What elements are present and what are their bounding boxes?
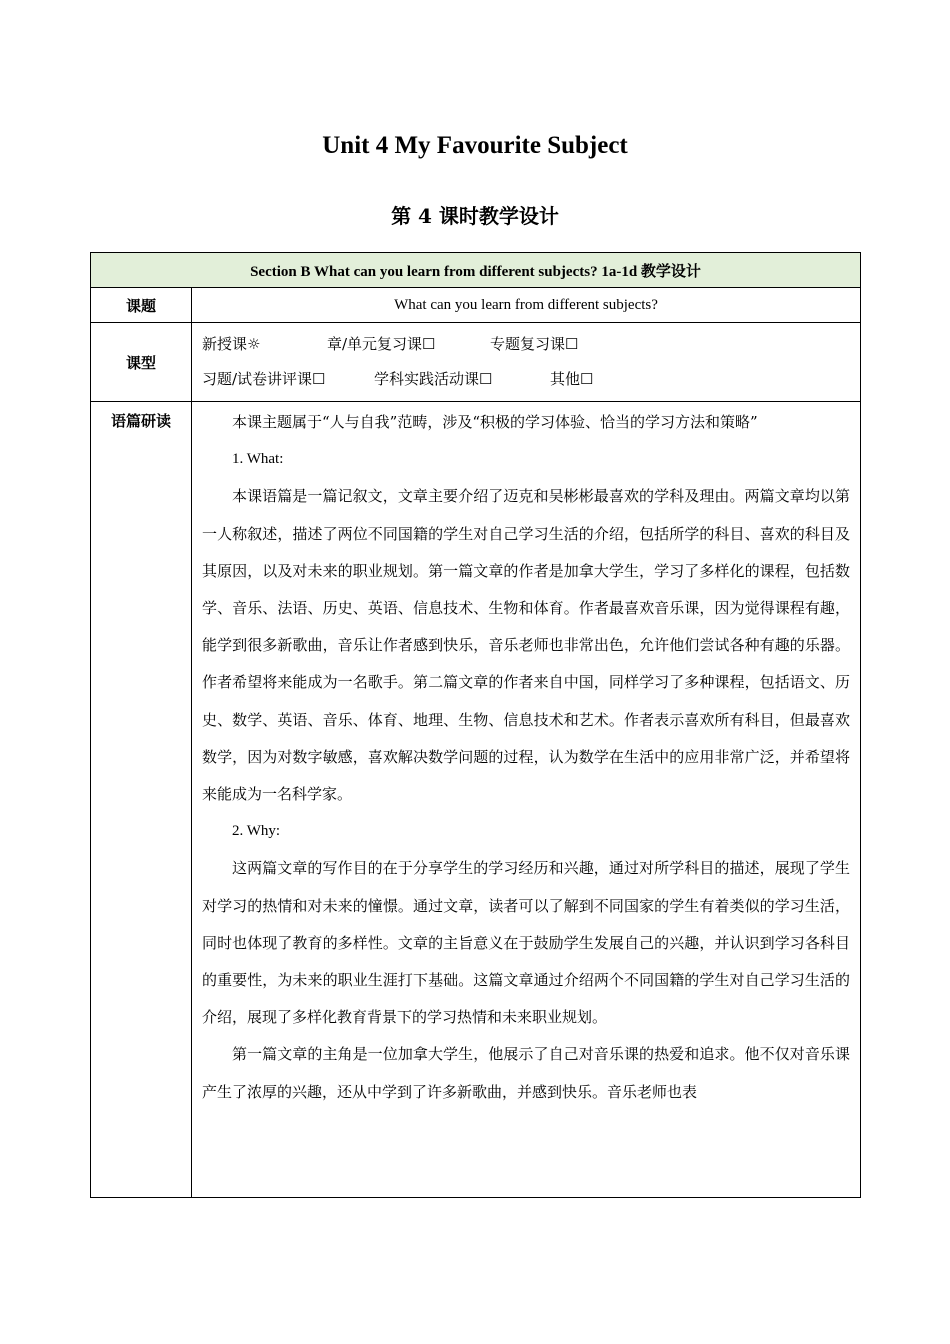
type-options [192,323,861,402]
analysis-heading-why: 2. Why: [232,823,281,840]
type-option-new-lesson: 新授课☼ [202,335,261,353]
analysis-label: 语篇研读 [91,402,192,1198]
analysis-body [192,402,861,1198]
analysis-paragraph-theme: 本课主题属于“人与自我”范畴，涉及“积极的学习体验、恰当的学习方法和策略” [232,413,758,431]
type-option-practice-activity: 学科实践活动课☐ [374,370,493,388]
type-option-other: 其他☐ [550,370,594,388]
document-subtitle: 第 4 课时教学设计 [391,204,559,228]
type-row [91,323,861,402]
topic-value: What can you learn from different subjects? [192,288,861,323]
analysis-row [91,402,861,1198]
topic-row [91,288,861,323]
type-option-exercise-review: 习题/试卷讲评课☐ [202,370,326,388]
analysis-paragraph-first-article: 第一篇文章的主角是一位加拿大学生，他展示了自己对音乐课的热爱和追求。他不仅对音乐课产生了浓厚的兴趣，还从中学到了许多新歌曲，并感到快乐。音乐老师也表 [202,1045,851,1101]
table-header: Section B What can you learn from different subjects? 1a-1d 教学设计 [91,253,861,288]
analysis-paragraph-why: 这两篇文章的写作目的在于分享学生的学习经历和兴趣，通过对所学科目的描述，展现了学生对学习的热情和对未来的憧憬。通过文章，读者可以了解到不同国家的学生有着类似的学习生活，同时也体现了教育的多样性。文章的主旨意义在于鼓励学生发展自己的兴趣，并认识到学习各科目的重要性，为未来的职业生涯打下基础。这篇文章通过介绍两个不同国籍的学生对自己学习生活的介绍，展现了多样化教育背景下的学习热情和未来职业规划。 [202,859,851,1027]
type-options-row-2 [202,362,850,397]
type-options-row-1 [202,327,850,362]
analysis-heading-what: 1. What: [232,451,284,468]
type-label: 课型 [91,323,192,402]
type-option-unit-review: 章/单元复习课☐ [327,335,436,353]
document-title: Unit 4 My Favourite Subject [322,132,628,159]
lesson-plan-table [90,252,861,1198]
table-header-row [91,253,861,288]
analysis-paragraph-what: 本课语篇是一篇记叙文，文章主要介绍了迈克和吴彬彬最喜欢的学科及理由。两篇文章均以第一人称叙述，描述了两位不同国籍的学生对自己学习生活的介绍，包括所学的科目、喜欢的科目及其原因，以及对未来的职业规划。第一篇文章的作者是加拿大学生，学习了多样化的课程，包括数学、音乐、法语、历史、英语、信息技术、生物和体育。作者最喜欢音乐课，因为觉得课程有趣，能学到很多新歌曲，音乐让作者感到快乐，音乐老师也非常出色，允许他们尝试各种有趣的乐器。作者希望将来能成为一名歌手。第二篇文章的作者来自中国，同样学习了多种课程，包括语文、历史、数学、英语、音乐、体育、地理、生物、信息技术和艺术。作者表示喜欢所有科目，但最喜欢数学，因为对数字敏感，喜欢解决数学问题的过程，认为数学在生活中的应用非常广泛，并希望将来能成为一名科学家。 [202,487,851,804]
type-option-topic-review: 专题复习课☐ [490,335,579,353]
topic-label: 课题 [91,288,192,323]
